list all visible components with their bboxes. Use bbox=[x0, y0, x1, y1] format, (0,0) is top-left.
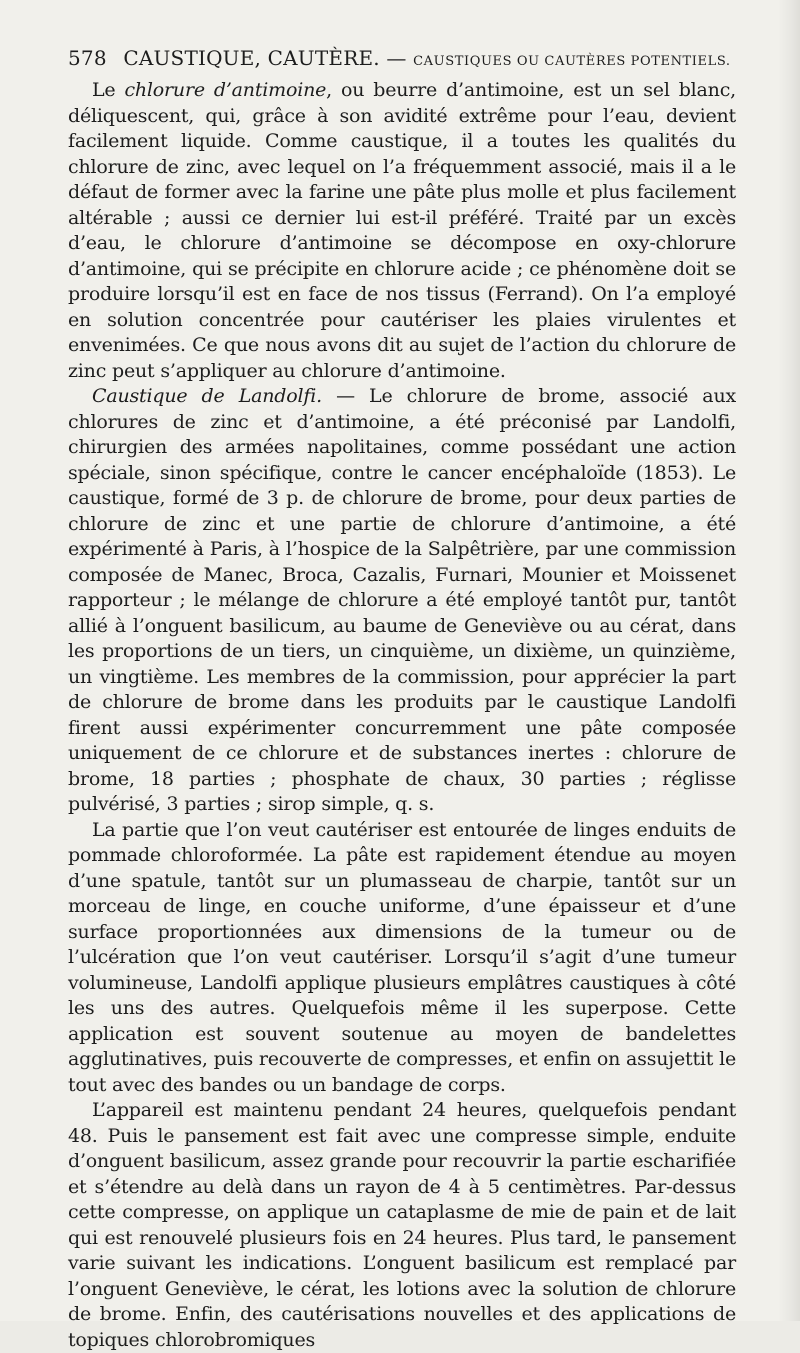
page-content bbox=[68, 38, 736, 1353]
section-heading-landolfi: Caustique de Landolfi. bbox=[92, 385, 322, 407]
paragraph: Caustique de Landolfi. — Le chlorure de brome, associé aux chlorures de zinc et d’antimoine, a été préconisé par Landolfi, chirurgien des armées napolitaines, comme possédant une action spéciale, sinon spécifique, contre le cancer encéphaloïde (1853). Le caustique, formé de 3 p. de chlorure de brome, pour deux parties de chlorure de zinc et une partie de chlorure d’antimoine, a été expérimenté à Paris, à l’hospice de la Salpêtrière, par une commission composée de Manec, Broca, Cazalis, Furnari, Mounier et Moissenet rapporteur ; le mélange de chlorure a été employé tantôt pur, tantôt allié à l’onguent basilicum, au baume de Geneviève ou au cérat, dans les proportions de un tiers, un cinquième, un dixième, un quinzième, un vingtième. Les membres de la commission, pour apprécier la part de chlorure de brome dans les produits par le caustique Landolfi firent aussi expérimenter concurremment une pâte composée uniquement de ce chlorure et de substances inertes : chlorure de brome, 18 parties ; phosphate de chaux, 30 parties ; réglisse pulvérisé, 3 parties ; sirop simple, q. s. bbox=[68, 385, 736, 815]
paragraph: Le chlorure d’antimoine, ou beurre d’antimoine, est un sel blanc, déliquescent, qui, grâce à son avidité extrême pour l’eau, devient facilement liquide. Comme caustique, il a toutes les qualités du chlorure de zinc, avec lequel on l’a fréquemment associé, mais il a le défaut de former avec la farine une pâte plus molle et plus facilement altérable ; aussi ce dernier lui est-il préféré. Traité par un excès d’eau, le chlorure d’antimoine se décompose en oxy-chlorure d’antimoine, qui se précipite en chlorure acide ; ce phénomène doit se produire lorsqu’il est en face de nos tissus (Ferrand). On l’a employé en solution concentrée pour cautériser les plaies virulentes et envenimées. Ce que nous avons dit au sujet de l’action du chlorure de zinc peut s’appliquer au chlorure d’antimoine. bbox=[68, 79, 736, 382]
running-header bbox=[68, 38, 736, 78]
page-number: 578 bbox=[68, 46, 107, 70]
body-text bbox=[68, 78, 736, 1353]
term-chlorure-antimoine: chlorure d’antimoine bbox=[124, 79, 327, 101]
paragraph: La partie que l’on veut cautériser est entourée de linges enduits de pommade chloroformée. La pâte est rapidement étendue au moyen d’une spatule, tantôt sur un plumasseau de charpie, tantôt sur un morceau de linge, en couche uniforme, d’une épaisseur et d’une surface proportionnées aux dimensions de la tumeur ou de l’ulcération que l’on veut cautériser. Lorsqu’il s’agit d’une tumeur volumineuse, Landolfi applique plusieurs emplâtres caustiques à côté les uns des autres. Quelquefois même il les superpose. Cette application est souvent soutenue au moyen de bandelettes agglutinatives, puis recouverte de compresses, et enfin on assujettit le tout avec des bandes ou un bandage de corps. bbox=[68, 818, 736, 1096]
header-title: CAUSTIQUE, CAUTÈRE. — bbox=[123, 46, 407, 70]
header-subtitle: CAUSTIQUES OU CAUTÈRES POTENTIELS. bbox=[413, 54, 731, 69]
page-edge-shadow bbox=[778, 0, 800, 1321]
paragraph: L’appareil est maintenu pendant 24 heures, quelquefois pendant 48. Puis le pansement est fait avec une compresse simple, enduite d’onguent basilicum, assez grande pour recouvrir la partie escharifiée et s’étendre au delà dans un rayon de 4 à 5 centimètres. Par-dessus cette compresse, on applique un cataplasme de mie de pain et de lait qui est renouvelé plusieurs fois en 24 heures. Plus tard, le pansement varie suivant les indications. L’onguent basilicum est remplacé par l’onguent Geneviève, le cérat, les lotions avec la solution de chlorure de brome. Enfin, des cautérisations nouvelles et des applications de topiques chlorobromiques bbox=[68, 1099, 736, 1351]
